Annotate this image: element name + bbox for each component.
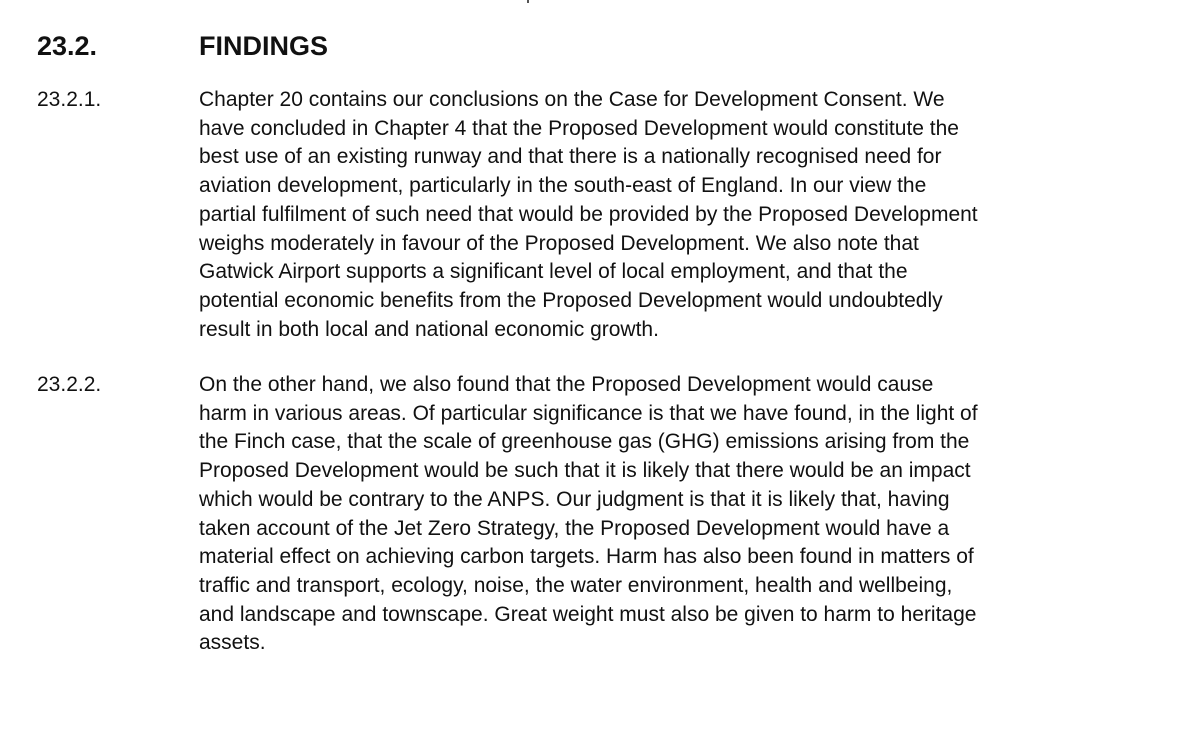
- paragraph-line: taken account of the Jet Zero Strategy, the Proposed Development would have a: [199, 516, 950, 540]
- paragraph-line: weighs moderately in favour of the Proposed Development. We also note that: [199, 231, 919, 255]
- paragraph-line: aviation development, particularly in the south-east of England. In our view the: [199, 174, 927, 198]
- paragraph-number: 23.2.2.: [37, 373, 102, 396]
- paragraph-line: traffic and transport, ecology, noise, the water environment, health and wellbeing,: [199, 573, 953, 597]
- paragraph-text: [199, 86, 1159, 344]
- paragraph-line: partial fulfilment of such need that would be provided by the Proposed Development: [199, 202, 978, 226]
- paragraph-line: which would be contrary to the ANPS. Our judgment is that it is likely that, having: [199, 487, 950, 511]
- paragraph-line: potential economic benefits from the Proposed Development would undoubtedly: [199, 288, 943, 312]
- page-top-mark: [527, 0, 529, 3]
- paragraph-line: assets.: [199, 631, 266, 655]
- paragraph-line: Gatwick Airport supports a significant level of local employment, and that the: [199, 260, 908, 284]
- paragraph-line: Chapter 20 contains our conclusions on the Case for Development Consent. We: [199, 88, 945, 111]
- paragraph-line: material effect on achieving carbon targets. Harm has also been found in matters of: [199, 545, 974, 569]
- paragraph-line: the Finch case, that the scale of greenhouse gas (GHG) emissions arising from the: [199, 430, 970, 454]
- section-number: 23.2.: [37, 31, 98, 61]
- paragraph-line: Proposed Development would be such that it is likely that there would be an impact: [199, 459, 971, 483]
- paragraph-line: have concluded in Chapter 4 that the Proposed Development would constitute the: [199, 116, 959, 140]
- paragraph-line: On the other hand, we also found that the Proposed Development would cause: [199, 373, 934, 396]
- paragraph-line: and landscape and townscape. Great weight must also be given to harm to heritage: [199, 602, 977, 626]
- section-title: FINDINGS: [199, 31, 329, 61]
- paragraph-text: [199, 371, 1159, 658]
- paragraph-line: best use of an existing runway and that there is a nationally recognised need for: [199, 145, 942, 169]
- paragraph-number: 23.2.1.: [37, 88, 102, 111]
- paragraph-line: result in both local and national economic growth.: [199, 317, 659, 341]
- paragraph-line: harm in various areas. Of particular significance is that we have found, in the light of: [199, 401, 978, 425]
